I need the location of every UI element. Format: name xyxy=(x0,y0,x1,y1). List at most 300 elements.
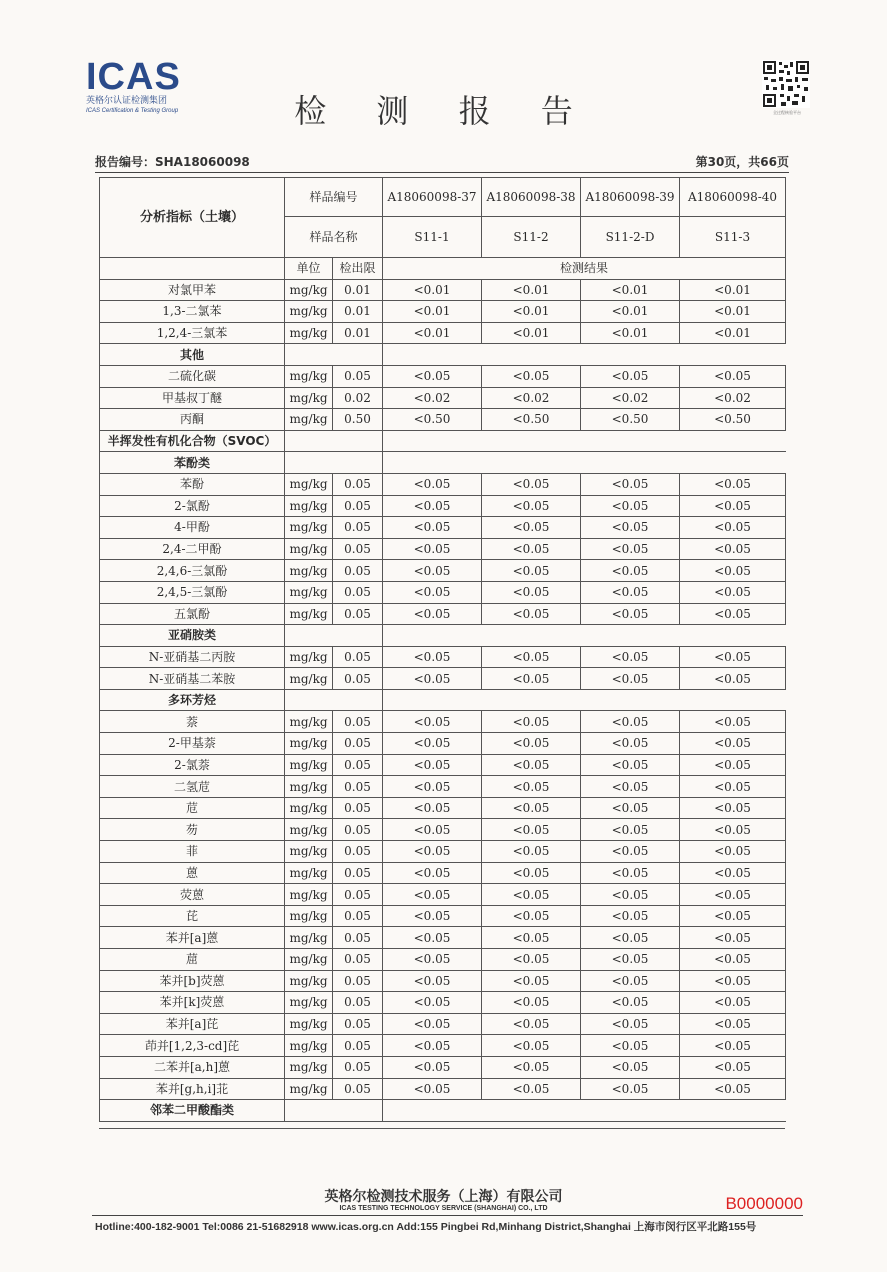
category-row xyxy=(100,430,786,452)
result-cell: <0.05 xyxy=(581,538,680,560)
result-cell: <0.05 xyxy=(383,538,482,560)
analyte-name: 苯并[b]荧蒽 xyxy=(100,970,285,992)
analyte-name: 1,3-二氯苯 xyxy=(100,301,285,323)
result-cell: <0.05 xyxy=(482,581,581,603)
result-cell: <0.05 xyxy=(383,668,482,690)
result-cell: <0.05 xyxy=(680,927,786,949)
result-cell: <0.02 xyxy=(680,387,786,409)
limit-cell: 0.05 xyxy=(333,517,383,539)
sample-name-cell: S11-3 xyxy=(680,217,786,258)
table-row xyxy=(100,387,786,409)
table-row xyxy=(100,949,786,971)
category-row xyxy=(100,625,786,647)
table-row xyxy=(100,581,786,603)
unit-cell: mg/kg xyxy=(285,776,333,798)
analyte-name: 2,4,5-三氯酚 xyxy=(100,581,285,603)
limit-cell: 0.05 xyxy=(333,646,383,668)
table-row xyxy=(100,495,786,517)
unit-cell: mg/kg xyxy=(285,733,333,755)
sample-code-cell: A18060098-40 xyxy=(680,178,786,217)
unit-cell: mg/kg xyxy=(285,538,333,560)
sample-name-cell: S11-2 xyxy=(482,217,581,258)
limit-cell: 0.05 xyxy=(333,1035,383,1057)
category-row xyxy=(100,452,786,474)
result-cell: <0.05 xyxy=(383,754,482,776)
limit-cell: 0.01 xyxy=(333,279,383,301)
result-cell: <0.05 xyxy=(581,1056,680,1078)
result-cell: <0.01 xyxy=(383,322,482,344)
result-cell: <0.05 xyxy=(482,711,581,733)
limit-cell: 0.05 xyxy=(333,365,383,387)
result-cell: <0.05 xyxy=(482,927,581,949)
limit-cell: 0.05 xyxy=(333,862,383,884)
result-cell: <0.05 xyxy=(680,581,786,603)
result-cell: <0.05 xyxy=(680,1035,786,1057)
unit-cell: mg/kg xyxy=(285,668,333,690)
result-cell: <0.05 xyxy=(383,581,482,603)
unit-cell: mg/kg xyxy=(285,365,333,387)
table-row xyxy=(100,884,786,906)
table-row xyxy=(100,603,786,625)
limit-cell: 0.01 xyxy=(333,301,383,323)
result-cell: <0.05 xyxy=(482,1013,581,1035)
limit-cell: 0.05 xyxy=(333,797,383,819)
table-row xyxy=(100,322,786,344)
unit-cell: mg/kg xyxy=(285,1078,333,1100)
limit-cell: 0.05 xyxy=(333,495,383,517)
blank-cell xyxy=(285,625,383,647)
table-row xyxy=(100,992,786,1014)
analyte-name: 苯并[g,h,i]苝 xyxy=(100,1078,285,1100)
blank-cell xyxy=(383,452,786,474)
analyte-name: 苊 xyxy=(100,797,285,819)
result-cell: <0.01 xyxy=(482,279,581,301)
result-cell: <0.05 xyxy=(482,1078,581,1100)
result-cell: <0.05 xyxy=(482,754,581,776)
analyte-name: 荧蒽 xyxy=(100,884,285,906)
result-cell: <0.05 xyxy=(482,949,581,971)
result-cell: <0.05 xyxy=(680,754,786,776)
qr-code-icon xyxy=(762,60,810,108)
result-cell: <0.01 xyxy=(680,301,786,323)
result-cell: <0.05 xyxy=(482,884,581,906)
limit-cell: 0.05 xyxy=(333,1056,383,1078)
result-cell: <0.05 xyxy=(482,365,581,387)
header-row-units xyxy=(100,258,786,280)
unit-cell: mg/kg xyxy=(285,581,333,603)
table-row xyxy=(100,841,786,863)
result-cell: <0.05 xyxy=(680,495,786,517)
category-label: 其他 xyxy=(100,344,285,366)
result-cell: <0.01 xyxy=(383,301,482,323)
footer-divider xyxy=(92,1215,803,1216)
analyte-name: 4-甲酚 xyxy=(100,517,285,539)
limit-cell: 0.05 xyxy=(333,841,383,863)
unit-cell: mg/kg xyxy=(285,754,333,776)
result-cell: <0.05 xyxy=(680,949,786,971)
result-cell: <0.50 xyxy=(680,409,786,431)
analyte-name: 五氯酚 xyxy=(100,603,285,625)
unit-cell: mg/kg xyxy=(285,970,333,992)
table-row xyxy=(100,927,786,949)
unit-cell: mg/kg xyxy=(285,301,333,323)
blank-cell xyxy=(285,1100,383,1122)
limit-cell: 0.05 xyxy=(333,668,383,690)
analyte-name: 2-氯萘 xyxy=(100,754,285,776)
result-cell: <0.05 xyxy=(482,733,581,755)
category-row xyxy=(100,1100,786,1122)
unit-cell: mg/kg xyxy=(285,884,333,906)
result-cell: <0.05 xyxy=(581,495,680,517)
result-cell: <0.05 xyxy=(482,603,581,625)
result-cell: <0.05 xyxy=(581,711,680,733)
result-cell: <0.05 xyxy=(383,905,482,927)
table-row xyxy=(100,646,786,668)
blank-cell xyxy=(383,430,786,452)
unit-cell: mg/kg xyxy=(285,322,333,344)
unit-cell: mg/kg xyxy=(285,279,333,301)
result-cell: <0.05 xyxy=(482,646,581,668)
analyte-name: 苯酚 xyxy=(100,473,285,495)
blank-cell xyxy=(383,1100,786,1122)
logo-english-name: ICAS Certification & Testing Group xyxy=(86,108,179,114)
sample-name-label: 样品名称 xyxy=(285,217,383,258)
result-cell: <0.01 xyxy=(581,279,680,301)
unit-cell: mg/kg xyxy=(285,927,333,949)
result-cell: <0.05 xyxy=(581,560,680,582)
analyte-name: 苯并[k]荧蒽 xyxy=(100,992,285,1014)
table-row xyxy=(100,797,786,819)
result-cell: <0.50 xyxy=(383,409,482,431)
table-row xyxy=(100,1056,786,1078)
result-cell: <0.01 xyxy=(680,322,786,344)
analyte-name: 对氯甲苯 xyxy=(100,279,285,301)
analyte-name: 2,4,6-三氯酚 xyxy=(100,560,285,582)
result-cell: <0.05 xyxy=(680,862,786,884)
result-cell: <0.05 xyxy=(383,992,482,1014)
result-cell: <0.05 xyxy=(383,517,482,539)
result-cell: <0.05 xyxy=(482,819,581,841)
blank-cell xyxy=(383,625,786,647)
table-row xyxy=(100,862,786,884)
result-cell: <0.05 xyxy=(482,797,581,819)
result-cell: <0.05 xyxy=(482,538,581,560)
result-cell: <0.05 xyxy=(482,992,581,1014)
result-cell: <0.05 xyxy=(581,646,680,668)
blank-cell xyxy=(383,689,786,711)
result-cell: <0.05 xyxy=(581,949,680,971)
result-cell: <0.05 xyxy=(482,473,581,495)
result-cell: <0.05 xyxy=(581,365,680,387)
logo-wordmark: ICAS xyxy=(86,56,181,98)
result-cell: <0.05 xyxy=(581,1078,680,1100)
header-divider xyxy=(95,172,789,173)
table-row xyxy=(100,711,786,733)
table-row xyxy=(100,754,786,776)
unit-cell: mg/kg xyxy=(285,711,333,733)
blank-cell xyxy=(285,344,383,366)
result-cell: <0.01 xyxy=(482,322,581,344)
limit-cell: 0.50 xyxy=(333,409,383,431)
unit-cell: mg/kg xyxy=(285,387,333,409)
result-cell: <0.05 xyxy=(581,517,680,539)
analyte-name: 䓛 xyxy=(100,949,285,971)
result-cell: <0.05 xyxy=(383,711,482,733)
result-cell: <0.05 xyxy=(680,517,786,539)
result-cell: <0.05 xyxy=(680,560,786,582)
unit-cell: mg/kg xyxy=(285,517,333,539)
qr-caption: 全过程核验平台 xyxy=(773,110,801,115)
result-cell: <0.05 xyxy=(581,862,680,884)
result-cell: <0.05 xyxy=(581,754,680,776)
table-row xyxy=(100,365,786,387)
unit-cell: mg/kg xyxy=(285,1013,333,1035)
result-cell: <0.05 xyxy=(680,711,786,733)
report-number: 报告编号：SHA18060098 xyxy=(95,155,250,169)
sample-name-cell: S11-1 xyxy=(383,217,482,258)
result-cell: <0.05 xyxy=(383,927,482,949)
analyte-name: 萘 xyxy=(100,711,285,733)
result-cell: <0.02 xyxy=(581,387,680,409)
result-cell: <0.05 xyxy=(581,927,680,949)
analyte-name: 二硫化碳 xyxy=(100,365,285,387)
result-cell: <0.05 xyxy=(383,1056,482,1078)
table-row xyxy=(100,819,786,841)
result-cell: <0.05 xyxy=(581,733,680,755)
result-cell: <0.05 xyxy=(680,1013,786,1035)
result-cell: <0.05 xyxy=(383,1078,482,1100)
result-cell: <0.05 xyxy=(680,797,786,819)
result-cell: <0.02 xyxy=(383,387,482,409)
result-cell: <0.05 xyxy=(383,970,482,992)
table-bottom-rule xyxy=(99,1128,785,1129)
limit-cell: 0.05 xyxy=(333,970,383,992)
unit-cell: mg/kg xyxy=(285,560,333,582)
result-cell: <0.01 xyxy=(680,279,786,301)
contact-info: Hotline:400-182-9001 Tel:0086 21-51682918 www.icas.org.cn Add:155 Pingbei Rd,Minhang District,Shanghai 上海市闵行区平北路155号 xyxy=(95,1221,757,1233)
logo-chinese-name: 英格尔认证检测集团 xyxy=(86,96,168,106)
analyte-name: 丙酮 xyxy=(100,409,285,431)
table-row xyxy=(100,279,786,301)
blank-cell xyxy=(383,344,786,366)
table-row xyxy=(100,409,786,431)
limit-cell: 0.05 xyxy=(333,776,383,798)
category-label: 半挥发性有机化合物（SVOC） xyxy=(100,430,285,452)
result-cell: <0.50 xyxy=(482,409,581,431)
limit-cell: 0.05 xyxy=(333,733,383,755)
unit-cell: mg/kg xyxy=(285,797,333,819)
limit-cell: 0.05 xyxy=(333,819,383,841)
result-cell: <0.05 xyxy=(383,776,482,798)
results-table-body xyxy=(100,178,786,1122)
result-cell: <0.05 xyxy=(482,1056,581,1078)
analyte-name: 甲基叔丁醚 xyxy=(100,387,285,409)
analyte-name: 蒽 xyxy=(100,862,285,884)
table-row xyxy=(100,970,786,992)
result-cell: <0.05 xyxy=(383,560,482,582)
result-cell: <0.05 xyxy=(383,841,482,863)
result-cell: <0.01 xyxy=(581,301,680,323)
limit-cell: 0.05 xyxy=(333,949,383,971)
blank-cell xyxy=(285,430,383,452)
results-table xyxy=(99,177,786,1122)
unit-cell: mg/kg xyxy=(285,841,333,863)
result-cell: <0.05 xyxy=(482,668,581,690)
result-cell: <0.01 xyxy=(383,279,482,301)
result-label: 检测结果 xyxy=(383,258,786,280)
limit-cell: 0.05 xyxy=(333,473,383,495)
limit-cell: 0.05 xyxy=(333,884,383,906)
result-cell: <0.05 xyxy=(581,905,680,927)
category-row xyxy=(100,689,786,711)
analyte-name: 2,4-二甲酚 xyxy=(100,538,285,560)
unit-cell: mg/kg xyxy=(285,1056,333,1078)
analyte-name: 2-氯酚 xyxy=(100,495,285,517)
result-cell: <0.05 xyxy=(383,603,482,625)
result-cell: <0.05 xyxy=(383,884,482,906)
result-cell: <0.05 xyxy=(581,884,680,906)
unit-cell: mg/kg xyxy=(285,992,333,1014)
result-cell: <0.50 xyxy=(581,409,680,431)
result-cell: <0.05 xyxy=(680,603,786,625)
analyte-name: 菲 xyxy=(100,841,285,863)
unit-cell: mg/kg xyxy=(285,495,333,517)
analyte-name: N-亚硝基二苯胺 xyxy=(100,668,285,690)
result-cell: <0.05 xyxy=(581,970,680,992)
company-name-en: ICAS TESTING TECHNOLOGY SERVICE (SHANGHAI) CO., LTD xyxy=(339,1205,548,1212)
unit-label: 单位 xyxy=(285,258,333,280)
result-cell: <0.05 xyxy=(581,992,680,1014)
analyte-name: 2-甲基萘 xyxy=(100,733,285,755)
analyte-name: 1,2,4-三氯苯 xyxy=(100,322,285,344)
result-cell: <0.05 xyxy=(482,495,581,517)
result-cell: <0.05 xyxy=(482,517,581,539)
result-cell: <0.05 xyxy=(680,733,786,755)
sample-code-cell: A18060098-39 xyxy=(581,178,680,217)
result-cell: <0.05 xyxy=(680,776,786,798)
result-cell: <0.05 xyxy=(680,819,786,841)
result-cell: <0.05 xyxy=(383,473,482,495)
table-row xyxy=(100,1035,786,1057)
serial-number: B0000000 xyxy=(725,1194,803,1213)
category-label: 邻苯二甲酸酯类 xyxy=(100,1100,285,1122)
result-cell: <0.05 xyxy=(680,992,786,1014)
table-row xyxy=(100,517,786,539)
result-cell: <0.05 xyxy=(680,970,786,992)
result-cell: <0.05 xyxy=(383,797,482,819)
result-cell: <0.05 xyxy=(680,884,786,906)
unit-cell: mg/kg xyxy=(285,646,333,668)
result-cell: <0.05 xyxy=(383,862,482,884)
result-cell: <0.02 xyxy=(482,387,581,409)
result-cell: <0.05 xyxy=(383,1013,482,1035)
limit-cell: 0.05 xyxy=(333,538,383,560)
result-cell: <0.01 xyxy=(581,322,680,344)
result-cell: <0.05 xyxy=(581,473,680,495)
limit-cell: 0.05 xyxy=(333,711,383,733)
result-cell: <0.05 xyxy=(482,560,581,582)
sample-code-cell: A18060098-38 xyxy=(482,178,581,217)
unit-cell: mg/kg xyxy=(285,862,333,884)
result-cell: <0.05 xyxy=(680,365,786,387)
result-cell: <0.05 xyxy=(680,646,786,668)
result-cell: <0.05 xyxy=(680,905,786,927)
result-cell: <0.05 xyxy=(680,1056,786,1078)
limit-cell: 0.05 xyxy=(333,927,383,949)
unit-cell: mg/kg xyxy=(285,603,333,625)
table-row xyxy=(100,1078,786,1100)
table-row xyxy=(100,1013,786,1035)
result-cell: <0.05 xyxy=(581,819,680,841)
analyte-name: 二苯并[a,h]蒽 xyxy=(100,1056,285,1078)
category-label: 多环芳烃 xyxy=(100,689,285,711)
result-cell: <0.05 xyxy=(680,538,786,560)
result-cell: <0.05 xyxy=(581,797,680,819)
result-cell: <0.05 xyxy=(383,819,482,841)
result-cell: <0.05 xyxy=(581,776,680,798)
analyte-name: 苯并[a]蒽 xyxy=(100,927,285,949)
analyte-name: 苯并[a]芘 xyxy=(100,1013,285,1035)
table-row xyxy=(100,301,786,323)
result-cell: <0.05 xyxy=(482,841,581,863)
limit-cell: 0.05 xyxy=(333,603,383,625)
analyte-name: N-亚硝基二丙胺 xyxy=(100,646,285,668)
result-cell: <0.05 xyxy=(581,603,680,625)
analyte-name: 芴 xyxy=(100,819,285,841)
result-cell: <0.05 xyxy=(680,841,786,863)
analysis-index-header: 分析指标（土壤） xyxy=(100,178,285,258)
result-cell: <0.05 xyxy=(680,473,786,495)
table-row xyxy=(100,538,786,560)
sample-code-label: 样品编号 xyxy=(285,178,383,217)
result-cell: <0.05 xyxy=(482,905,581,927)
result-cell: <0.05 xyxy=(680,1078,786,1100)
page-number: 第30页，共66页 xyxy=(695,155,789,169)
result-cell: <0.05 xyxy=(383,949,482,971)
result-cell: <0.05 xyxy=(581,668,680,690)
result-cell: <0.05 xyxy=(383,646,482,668)
analyte-name: 二氢苊 xyxy=(100,776,285,798)
result-cell: <0.05 xyxy=(383,1035,482,1057)
limit-cell: 0.05 xyxy=(333,1013,383,1035)
limit-label: 检出限 xyxy=(333,258,383,280)
unit-cell: mg/kg xyxy=(285,949,333,971)
category-row xyxy=(100,344,786,366)
limit-cell: 0.01 xyxy=(333,322,383,344)
unit-cell: mg/kg xyxy=(285,905,333,927)
table-row xyxy=(100,776,786,798)
table-row xyxy=(100,733,786,755)
blank-cell xyxy=(100,258,285,280)
result-cell: <0.05 xyxy=(383,365,482,387)
unit-cell: mg/kg xyxy=(285,1035,333,1057)
sample-name-cell: S11-2-D xyxy=(581,217,680,258)
result-cell: <0.05 xyxy=(482,970,581,992)
sample-code-cell: A18060098-37 xyxy=(383,178,482,217)
result-cell: <0.01 xyxy=(482,301,581,323)
category-label: 苯酚类 xyxy=(100,452,285,474)
unit-cell: mg/kg xyxy=(285,819,333,841)
result-cell: <0.05 xyxy=(482,1035,581,1057)
limit-cell: 0.05 xyxy=(333,754,383,776)
category-label: 亚硝胺类 xyxy=(100,625,285,647)
page-title: 检 测 报 告 xyxy=(294,92,593,130)
analyte-name: 芘 xyxy=(100,905,285,927)
unit-cell: mg/kg xyxy=(285,409,333,431)
unit-cell: mg/kg xyxy=(285,473,333,495)
table-row xyxy=(100,668,786,690)
company-name-cn: 英格尔检测技术服务（上海）有限公司 xyxy=(324,1189,563,1205)
